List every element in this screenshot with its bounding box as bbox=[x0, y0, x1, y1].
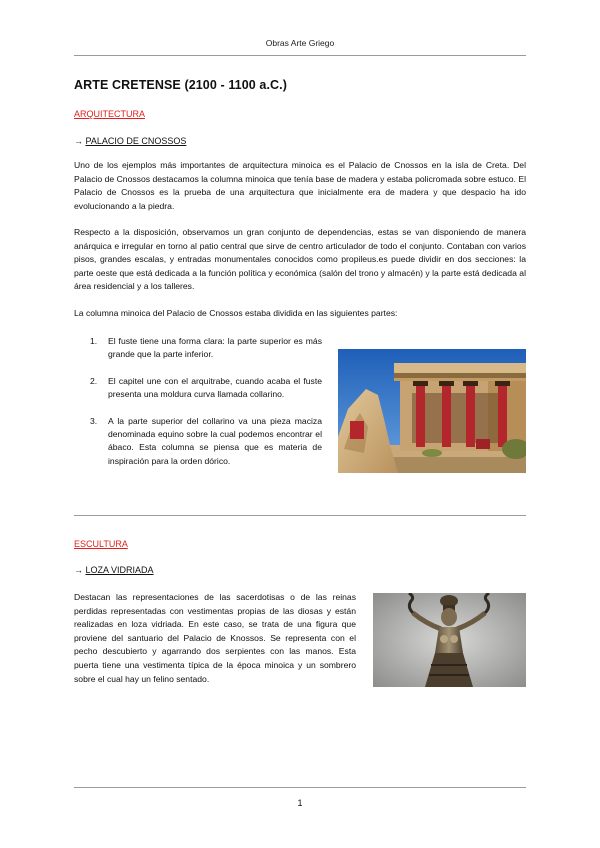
section-label-arquitectura[interactable]: ARQUITECTURA bbox=[74, 109, 146, 119]
arrow-icon: → bbox=[74, 136, 83, 146]
subheading-text: PALACIO DE CNOSSOS bbox=[85, 136, 187, 146]
paragraph-columna: La columna minoica del Palacio de Cnossos estaba dividida en las siguientes partes: bbox=[74, 308, 398, 318]
list-item: 2. El capitel une con el arquitrabe, cuando acaba el fuste presenta una moldura curva llamada collarino. bbox=[90, 375, 322, 400]
arrow-icon: → bbox=[74, 565, 83, 575]
palace-image bbox=[338, 349, 526, 473]
header-rule bbox=[74, 55, 526, 56]
subheading-loza bbox=[74, 565, 154, 575]
snake-goddess-image bbox=[373, 593, 526, 687]
page-number: 1 bbox=[297, 798, 303, 808]
paragraph-palacio-intro: Uno de los ejemplos más importantes de arquitectura minoica es el Palacio de Cnossos en la isla de Creta. Del Palacio de Cnossos destacamos la columna minoica que tenía base de madera y estaba policromada sobre estuco. El Palacio de Cnossos es la prueba de una arquitectura que inicialmente era de madera y que despacio ha ido evolucionando a la piedra. bbox=[74, 160, 526, 211]
paragraph-disposicion: Respecto a la disposición, observamos un gran conjunto de dependencias, estas se van disponiendo de manera anárquica e irregular en torno al patio central que sirve de centro articulador de todo el conjunto. Contaban con varios pisos, grandes escalas, y entradas monumentales conocidos como propileus.es puede dividir en dos secciones: la parte oeste que está dedicada a la función política y económica (salón del trono y almacén) y la parte está dedicada al área residencial y a los talleres. bbox=[74, 227, 526, 292]
footer-rule bbox=[74, 787, 526, 788]
palace-photo bbox=[338, 349, 526, 473]
section-divider bbox=[74, 515, 526, 516]
list-item: 3. A la parte superior del collarino va una pieza maciza denominada equino sobre la cual podemos encontrar el ábaco. Esta columna se piensa que es materia de inspiración para la orden dórico. bbox=[90, 415, 322, 466]
subheading-palacio bbox=[74, 136, 186, 146]
list-item: 1. El fuste tiene una forma clara: la parte superior es más grande que la parte inferior. bbox=[90, 336, 322, 360]
statue-photo bbox=[373, 593, 526, 687]
subheading-text: LOZA VIDRIADA bbox=[85, 565, 154, 575]
column-parts-list bbox=[90, 335, 322, 481]
page-header: Obras Arte Griego bbox=[265, 38, 335, 48]
document-title: ARTE CRETENSE (2100 - 1100 a.C.) bbox=[74, 78, 287, 92]
section-label-escultura[interactable]: ESCULTURA bbox=[74, 539, 128, 549]
paragraph-loza: Destacan las representaciones de las sacerdotisas o de las reinas perdidas representadas con vestimentas propias de las diosas y están realizadas en loza vidriada. En este caso, se trata de una figura que proviene del santuario del Palacio de Knossos. Se representa con el pecho descubierto y agarrando dos serpientes con las manos. Esta puerta tiene una vestimenta típica de la época minoica y un sombrero sobre el cual hay un felino sentado. bbox=[74, 592, 356, 684]
